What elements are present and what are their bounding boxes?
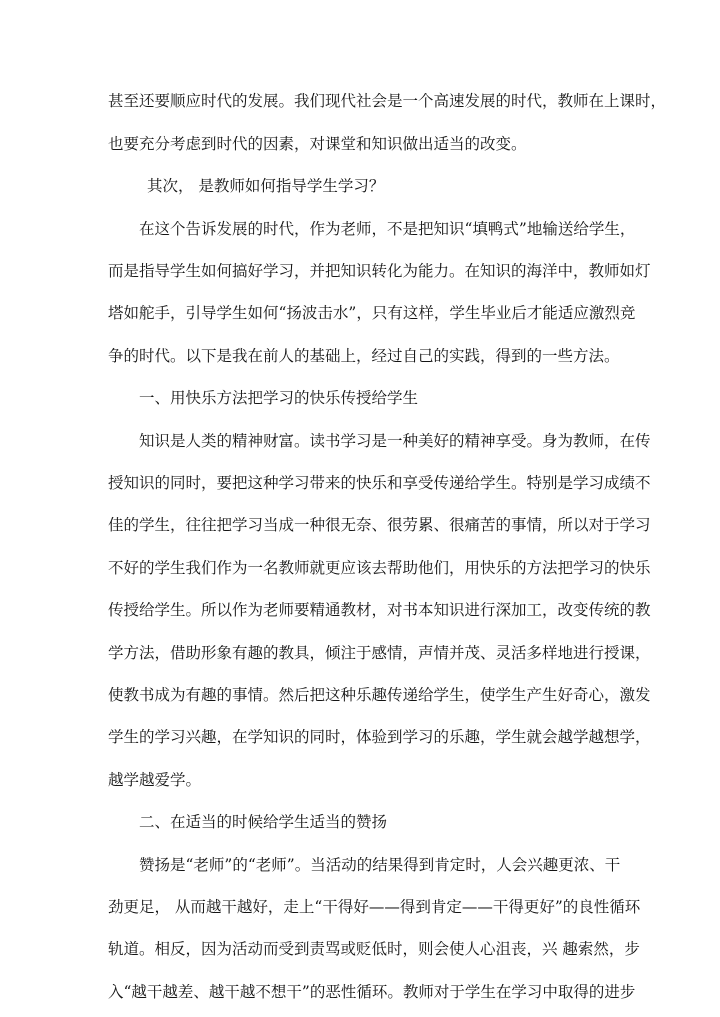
text-line: 学方法，借助形象有趣的教具，倾注于感情，声情并茂、灵活多样地进行授课， [108,644,651,662]
text-line: 使教书成为有趣的事情。然后把这种乐趣传递给学生，使学生产生好奇心，激发 [108,686,651,704]
section-heading: 一、用快乐方法把学习的快乐传授给学生 [139,389,419,407]
text-line: 在这个告诉发展的时代，作为老师，不是把知识“填鸭式”地输送给学生， [139,220,636,238]
text-line: 其次， 是教师如何指导学生学习？ [147,177,385,195]
text-line: 知识是人类的精神财富。读书学习是一种美好的精神享受。身为教师，在传 [139,432,651,450]
text-line: 争的时代。以下是我在前人的基础上，经过自己的实践，得到的一些方法。 [108,347,620,365]
text-line: 入“越干越差、越干越不想干”的恶性循环。教师对于学生在学习中取得的进步 [108,983,636,1001]
text-line: 传授给学生。所以作为老师要精通教材，对书本知识进行深加工，改变传统的教 [108,601,651,619]
text-line: 赞扬是“老师”的“老师”。当活动的结果得到肯定时，人会兴趣更浓、干 [139,856,621,874]
text-line: 劲更足， 从而越干越好，走上“干得好——得到肯定——干得更好”的良性循环 [108,898,641,916]
text-line: 甚至还要顺应时代的发展。我们现代社会是一个高速发展的时代，教师在上课时， [108,92,667,110]
text-line: 轨道。相反，因为活动而受到责骂或贬低时，则会使人心沮丧，兴 趣索然，步 [108,940,640,958]
text-line: 学生的学习兴趣，在学知识的同时，体验到学习的乐趣，学生就会越学越想学， [108,728,651,746]
text-line: 也要充分考虑到时代的因素，对课堂和知识做出适当的改变。 [108,135,527,153]
text-line: 而是指导学生如何搞好学习，并把知识转化为能力。在知识的海洋中，教师如灯 [108,262,651,280]
section-heading: 二、在适当的时候给学生适当的赞扬 [139,813,388,831]
text-line: 佳的学生，往往把学习当成一种很无奈、很劳累、很痛苦的事情，所以对于学习 [108,516,651,534]
text-line: 塔如舵手，引导学生如何“扬波击水”，只有这样，学生毕业后才能适应激烈竞 [108,304,636,322]
text-line: 不好的学生我们作为一名教师就更应该去帮助他们，用快乐的方法把学习的快乐 [108,559,651,577]
text-line: 授知识的同时，要把这种学习带来的快乐和享受传递给学生。特别是学习成绩不 [108,474,651,492]
text-line: 越学越爱学。 [108,771,202,789]
